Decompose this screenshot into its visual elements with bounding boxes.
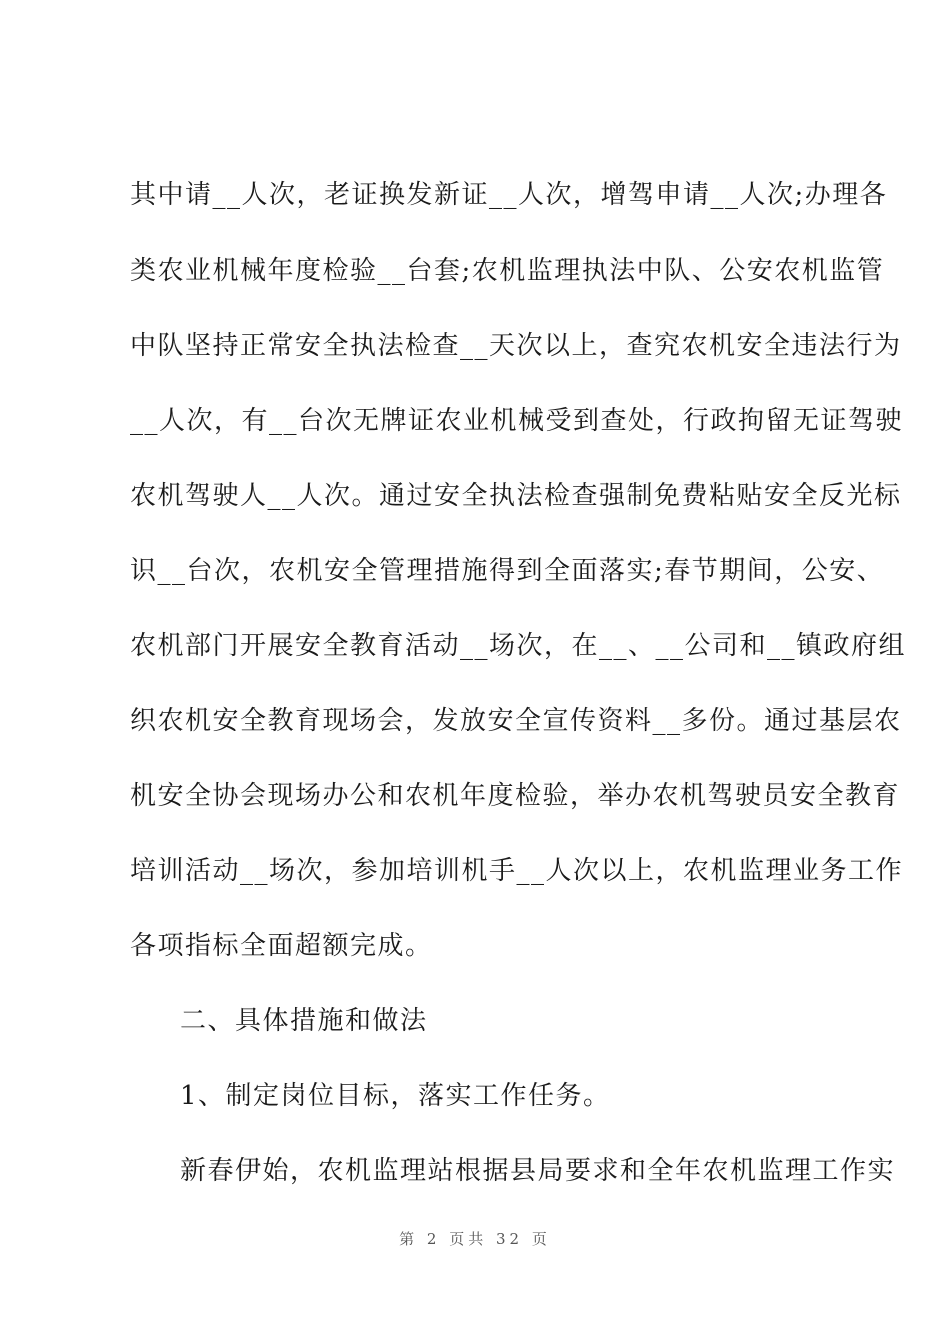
subsection-heading: 1、制定岗位目标，落实工作任务。: [180, 1081, 611, 1111]
body-line-2: 类农业机械年度检验__台套;农机监理执法中队、公安农机监管: [130, 256, 885, 286]
body-line-4: __人次，有__台次无牌证农业机械受到查处，行政拘留无证驾驶: [130, 406, 904, 436]
body-line-9: 机安全协会现场办公和农机年度检验，举办农机驾驶员安全教育: [130, 781, 901, 811]
body-line-5: 农机驾驶人__人次。通过安全执法检查强制免费粘贴安全反光标: [130, 481, 902, 511]
body-line-7: 农机部门开展安全教育活动__场次，在__、__公司和__镇政府组: [130, 631, 907, 661]
body-line-6: 识__台次，农机安全管理措施得到全面落实;春节期间，公安、: [130, 556, 885, 586]
paragraph-start: 新春伊始，农机监理站根据县局要求和全年农机监理工作实: [180, 1156, 896, 1186]
body-line-11: 各项指标全面超额完成。: [130, 931, 433, 961]
body-line-8: 织农机安全教育现场会，发放安全宣传资料__多份。通过基层农: [130, 706, 902, 736]
page-number-footer: 第 2 页共 32 页: [399, 1230, 551, 1248]
body-line-10: 培训活动__场次，参加培训机手__人次以上，农机监理业务工作: [130, 856, 904, 886]
body-line-1: 其中请__人次，老证换发新证__人次，增驾申请__人次;办理各: [130, 180, 888, 210]
section-heading: 二、具体措施和做法: [180, 1006, 428, 1036]
body-line-3: 中队坚持正常安全执法检查__天次以上，查究农机安全违法行为: [130, 331, 902, 361]
